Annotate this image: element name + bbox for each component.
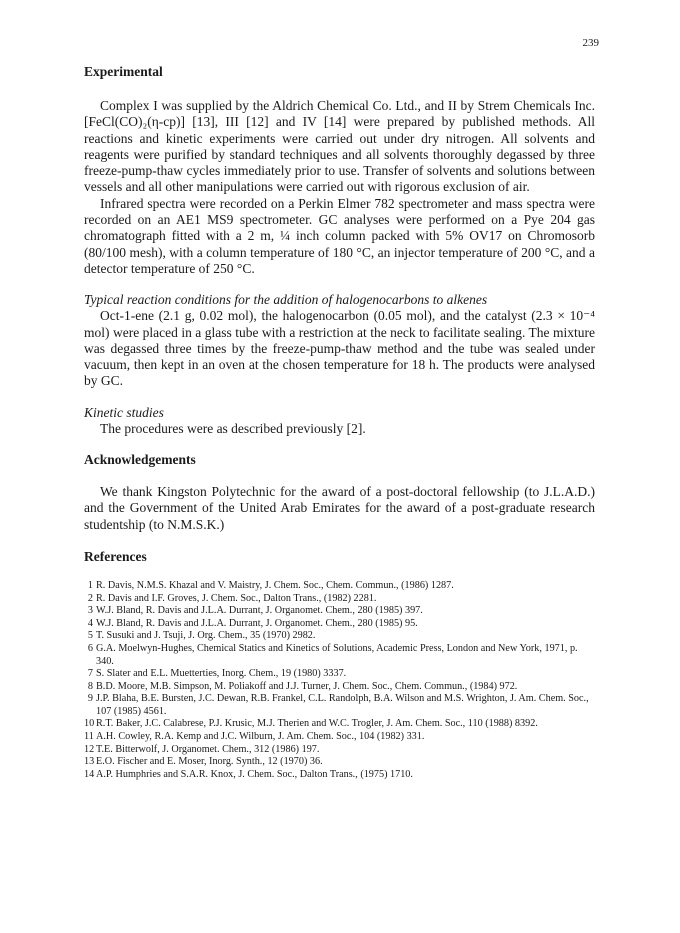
- reference-number: 8: [87, 680, 93, 692]
- reference-number: 9: [87, 693, 93, 705]
- reference-number: 12: [84, 743, 95, 755]
- reference-text: A.H. Cowley, R.A. Kemp and J.C. Wilburn, J. Am. Chem. Soc., 104 (1982) 331.: [96, 731, 425, 743]
- reference-text: J.P. Blaha, B.E. Bursten, J.C. Dewan, R.B. Frankel, C.L. Randolph, B.A. Wilson and M.S. Wrighton, J. Am. Chem. Soc., 107 (1985) 4561.: [96, 693, 589, 717]
- reference-number: 13: [84, 756, 95, 768]
- reference-text: B.D. Moore, M.B. Simpson, M. Poliakoff and J.J. Turner, J. Chem. Soc., Chem. Commun., (1984) 972.: [96, 680, 518, 692]
- reference-number: 14: [84, 768, 95, 780]
- reference-item: [84, 593, 595, 606]
- references-heading: References: [84, 548, 147, 564]
- experimental-paragraph-4: The procedures were as described previously [2].: [100, 420, 366, 436]
- reference-item: [84, 756, 595, 769]
- experimental-paragraph-2: Infrared spectra were recorded on a Perkin Elmer 782 spectrometer and mass spectra were recorded on an AE1 MS9 spectrometer. GC analyses were performed on a Pye 204 gas chromatograph fitted with a 2 m, ¼ inch column packed with 5% OV17 on Chromosorb (80/100 mesh), with a column temperature of 180 °C, an injector temperature of 200 °C, and a detector temperature of 250 °C.: [84, 195, 595, 276]
- reference-text: T. Susuki and J. Tsuji, J. Org. Chem., 35 (1970) 2982.: [96, 630, 316, 642]
- reference-item: [84, 731, 595, 744]
- acknowledgements-heading: Acknowledgements: [84, 452, 196, 468]
- reference-item: [84, 718, 595, 731]
- experimental-paragraph-1: Complex I was supplied by the Aldrich Chemical Co. Ltd., and II by Strem Chemicals Inc. [FeCl(CO)₂(η-cp)] [13], III [12] and IV [14] were prepared by published methods. All reactions and kinetic experiments were carried out under dry nitrogen. All solvents and reagents were purified by standard techniques and all solvents thoroughly degassed by three freeze-pump-thaw cycles immediately prior to use. Transfer of solvents and solutions between vessels and all other manipulations were carried out with rigorous exclusion of air.: [84, 98, 595, 195]
- kinetic-studies-heading: Kinetic studies: [84, 404, 164, 420]
- experimental-heading: Experimental: [84, 64, 163, 79]
- reference-text: E.O. Fischer and E. Moser, Inorg. Synth., 12 (1970) 36.: [96, 756, 323, 768]
- reference-number: 2: [87, 592, 93, 604]
- reference-text: A.P. Humphries and S.A.R. Knox, J. Chem. Soc., Dalton Trans., (1975) 1710.: [96, 768, 413, 780]
- reference-number: 7: [87, 668, 93, 680]
- typical-conditions-heading: Typical reaction conditions for the addition of halogenocarbons to alkenes: [84, 292, 488, 308]
- reference-item: [84, 769, 595, 782]
- page-content: [84, 64, 595, 781]
- reference-text: R.T. Baker, J.C. Calabrese, P.J. Krusic, M.J. Therien and W.C. Trogler, J. Am. Chem. Soc., 110 (1988) 8392.: [96, 718, 538, 730]
- reference-item: [84, 618, 595, 631]
- reference-number: 11: [84, 731, 94, 743]
- reference-text: G.A. Moelwyn-Hughes, Chemical Statics and Kinetics of Solutions, Academic Press, London and New York, 1971, p. 340.: [96, 642, 578, 667]
- reference-item: [84, 668, 595, 681]
- reference-item: [84, 630, 595, 643]
- reference-item: [84, 643, 595, 668]
- reference-number: 1: [87, 579, 93, 591]
- reference-item: [84, 744, 595, 757]
- references-list: [84, 580, 595, 782]
- experimental-paragraph-3: Oct-1-ene (2.1 g, 0.02 mol), the halogenocarbon (0.05 mol), and the catalyst (2.3 × 10⁻⁴ mol) were placed in a glass tube with a restriction at the neck to facilitate sealing. The mixture was degassed three times by the freeze-pump-thaw method and the tube was sealed under vacuum, then kept in an oven at the chosen temperature for 18 h. The products were analysed by GC.: [84, 308, 595, 389]
- reference-text: T.E. Bitterwolf, J. Organomet. Chem., 312 (1986) 197.: [96, 743, 320, 755]
- reference-item: [84, 681, 595, 694]
- reference-text: R. Davis, N.M.S. Khazal and V. Maistry, J. Chem. Soc., Chem. Commun., (1986) 1287.: [96, 579, 454, 591]
- reference-number: 5: [87, 630, 93, 642]
- page-number: 239: [582, 37, 599, 49]
- reference-item: [84, 605, 595, 618]
- reference-number: 6: [87, 642, 93, 654]
- reference-number: 10: [84, 718, 95, 730]
- acknowledgements-text: We thank Kingston Polytechnic for the award of a post-doctoral fellowship (to J.L.A.D.) and the Government of the United Arab Emirates for the award of a post-graduate research studentship (to N.M.S.K.): [84, 484, 595, 532]
- reference-text: S. Slater and E.L. Muetterties, Inorg. Chem., 19 (1980) 3337.: [96, 668, 347, 680]
- reference-item: [84, 693, 595, 718]
- reference-number: 3: [87, 605, 93, 617]
- reference-text: W.J. Bland, R. Davis and J.L.A. Durrant, J. Organomet. Chem., 280 (1985) 95.: [96, 617, 418, 629]
- reference-text: R. Davis and I.F. Groves, J. Chem. Soc., Dalton Trans., (1982) 2281.: [96, 592, 377, 604]
- reference-number: 4: [87, 617, 93, 629]
- reference-text: W.J. Bland, R. Davis and J.L.A. Durrant, J. Organomet. Chem., 280 (1985) 397.: [96, 605, 423, 617]
- reference-item: [84, 580, 595, 593]
